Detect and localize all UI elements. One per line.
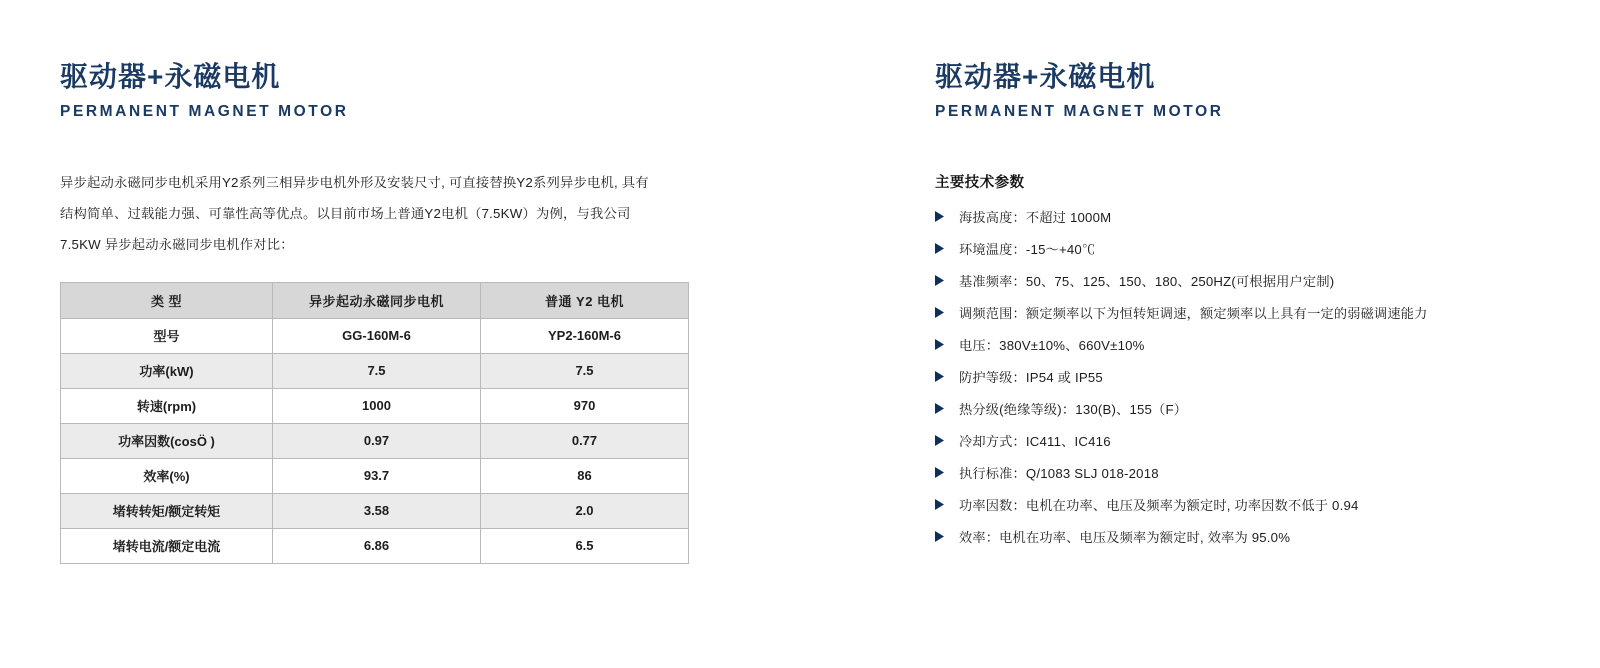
triangle-right-icon (935, 339, 949, 350)
table-cell: 1000 (273, 388, 481, 423)
triangle-right-icon (935, 435, 949, 446)
table-cell: 堵转电流/额定电流 (61, 528, 273, 563)
table-row (61, 318, 689, 353)
list-item-label: 海拔高度：不超过 1000M (959, 209, 1112, 225)
list-item (935, 464, 1555, 483)
comparison-table (60, 282, 689, 564)
list-item (935, 528, 1555, 547)
list-item (935, 336, 1555, 355)
list-item (935, 496, 1555, 515)
list-item-label: 环境温度：-15〜+40℃ (959, 241, 1096, 257)
table-cell: 7.5 (273, 353, 481, 388)
triangle-right-icon (935, 275, 949, 286)
table-row (61, 353, 689, 388)
list-item-label: 电压：380V±10%、660V±10% (959, 337, 1145, 353)
list-item-label: 执行标准：Q/1083 SLJ 018-2018 (959, 465, 1159, 481)
triangle-right-icon (935, 211, 949, 222)
table-header-cell: 异步起动永磁同步电机 (273, 282, 481, 318)
left-title-cn: 驱动器+永磁电机 (60, 61, 281, 92)
list-item-label: 热分级(绝缘等级)：130(B)、155（F） (959, 401, 1188, 417)
table-cell: 7.5 (481, 353, 689, 388)
table-row (61, 458, 689, 493)
table-cell: 型号 (61, 318, 273, 353)
list-item (935, 400, 1555, 419)
table-row (61, 528, 689, 563)
list-item-label: 基准频率：50、75、125、150、180、250HZ(可根据用户定制) (959, 273, 1335, 289)
triangle-right-icon (935, 499, 949, 510)
table-cell: 转速(rpm) (61, 388, 273, 423)
triangle-right-icon (935, 531, 949, 542)
list-item (935, 432, 1555, 451)
list-item-label: 冷却方式：IC411、IC416 (959, 433, 1111, 449)
table-cell: 6.86 (273, 528, 481, 563)
table-row (61, 423, 689, 458)
table-cell: 970 (481, 388, 689, 423)
table-header-cell: 类 型 (61, 282, 273, 318)
table-cell: GG-160M-6 (273, 318, 481, 353)
section-heading: 主要技术参数 (935, 174, 1025, 191)
table-cell: 6.5 (481, 528, 689, 563)
intro-paragraph: 异步起动永磁同步电机采用Y2系列三相异步电机外形及安装尺寸, 可直接替换Y2系列异步电机, 具有结构简单、过载能力强、可靠性高等优点。以目前市场上普通Y2电机（7.5KW）为例，与我公司 7.5KW 异步起动永磁同步电机作对比： (60, 174, 649, 252)
list-item (935, 304, 1555, 323)
right-title-cn: 驱动器+永磁电机 (935, 61, 1156, 92)
table-cell: 3.58 (273, 493, 481, 528)
right-panel (935, 60, 1555, 560)
list-item (935, 272, 1555, 291)
table-cell: 0.97 (273, 423, 481, 458)
list-item-label: 调频范围：额定频率以下为恒转矩调速，额定频率以上具有一定的弱磁调速能力 (959, 305, 1428, 321)
table-cell: 2.0 (481, 493, 689, 528)
list-item (935, 208, 1555, 227)
table-header-row (61, 282, 689, 318)
table-cell: 堵转转矩/额定转矩 (61, 493, 273, 528)
table-cell: YP2-160M-6 (481, 318, 689, 353)
table-cell: 功率因数(cosÖ ) (61, 423, 273, 458)
list-item-label: 功率因数：电机在功率、电压及频率为额定时, 功率因数不低于 0.94 (959, 497, 1359, 513)
parameter-list (935, 208, 1555, 547)
list-item-label: 效率：电机在功率、电压及频率为额定时, 效率为 95.0% (959, 529, 1291, 545)
triangle-right-icon (935, 371, 949, 382)
table-row (61, 388, 689, 423)
table-cell: 效率(%) (61, 458, 273, 493)
list-item (935, 368, 1555, 387)
table-row (61, 493, 689, 528)
table-cell: 86 (481, 458, 689, 493)
triangle-right-icon (935, 403, 949, 414)
list-item-label: 防护等级：IP54 或 IP55 (959, 369, 1103, 385)
triangle-right-icon (935, 467, 949, 478)
table-cell: 0.77 (481, 423, 689, 458)
left-title-en: PERMANENT MAGNET MOTOR (60, 102, 349, 120)
list-item (935, 240, 1555, 259)
table-cell: 功率(kW) (61, 353, 273, 388)
left-panel (60, 60, 760, 564)
triangle-right-icon (935, 307, 949, 318)
table-cell: 93.7 (273, 458, 481, 493)
right-title-en: PERMANENT MAGNET MOTOR (935, 102, 1224, 120)
table-header-cell: 普通 Y2 电机 (481, 282, 689, 318)
triangle-right-icon (935, 243, 949, 254)
